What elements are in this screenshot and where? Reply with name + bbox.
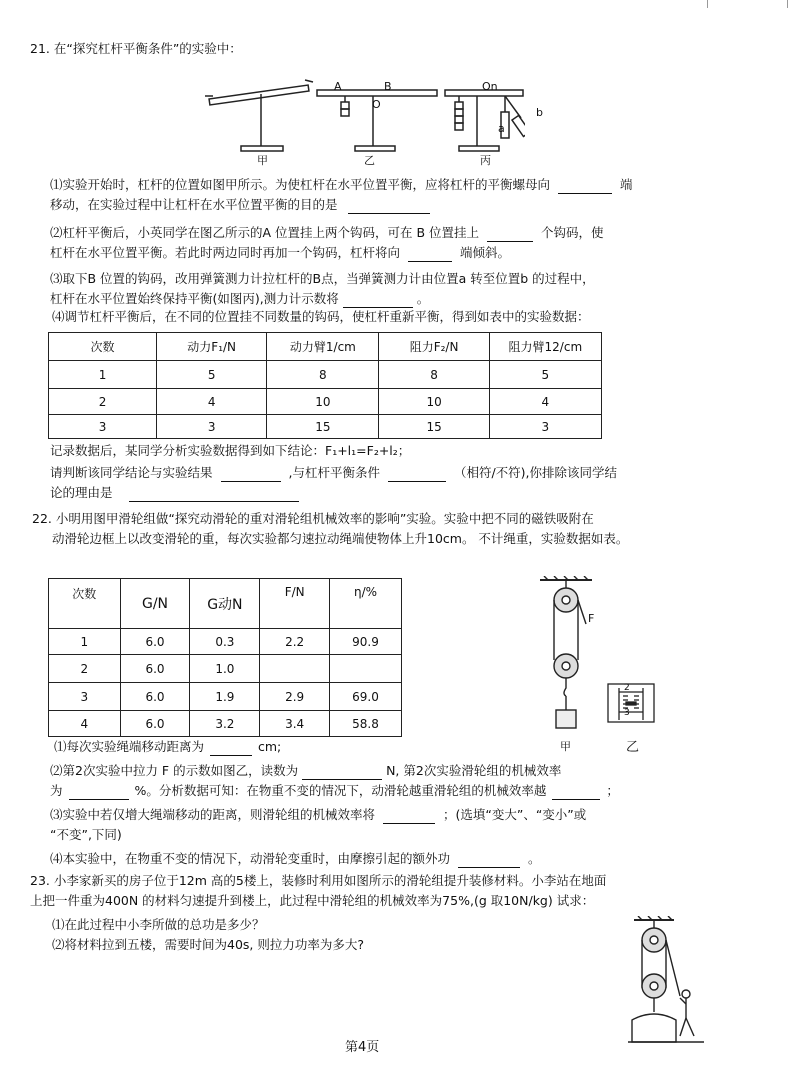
table-cell: 1 (49, 361, 157, 389)
q22-part3-line1: ⑶实验中若仅增大绳端移动的距离，则滑轮组的机械效率将 ；(选填“变大”、“变小”或 (50, 807, 587, 822)
table-cell: 5 (157, 361, 267, 389)
table-cell: 90.9 (330, 629, 402, 655)
table-cell: 3.2 (190, 711, 260, 737)
answer-blank[interactable] (552, 785, 600, 800)
table-header-cell: 阻力臂12/cm (489, 333, 601, 361)
q21-title: 21. 在“探究杠杆平衡条件”的实验中： (30, 41, 242, 56)
figure-jia-caption: 甲 (257, 154, 268, 167)
crop-mark (787, 0, 788, 8)
table-header-cell: 阻力F₂/N (379, 333, 489, 361)
answer-blank[interactable] (221, 467, 281, 482)
table-cell: 0.3 (190, 629, 260, 655)
pulley-block-figure (536, 576, 600, 736)
pulley-lifting-figure (624, 916, 708, 1044)
figure-bing-caption: 丙 (480, 154, 491, 167)
table-cell: 3 (157, 415, 267, 439)
point-b-label: B (384, 80, 392, 93)
answer-blank[interactable] (302, 765, 382, 780)
table-cell (330, 655, 402, 683)
table-header-cell: η/% (330, 579, 402, 629)
table-cell: 3 (49, 683, 121, 711)
table-cell: 15 (267, 415, 379, 439)
spring-scale-figure (606, 682, 656, 724)
table-header-row (49, 579, 402, 629)
table-header-cell: F/N (260, 579, 330, 629)
table-cell: 5 (489, 361, 601, 389)
q22-part4: ⑷本实验中，在物重不变的情况下，动滑轮变重时，由摩擦引起的额外功 。 (50, 851, 541, 866)
q21-part2-line2: 杠杆在水平位置平衡。若此时两边同时再加一个钩码，杠杆将向 端倾斜。 (50, 245, 510, 260)
table-cell: 1.9 (190, 683, 260, 711)
table-cell: 58.8 (330, 711, 402, 737)
table-cell: 3 (49, 415, 157, 439)
table-cell: 3.4 (260, 711, 330, 737)
table-header-cell: 次数 (49, 333, 157, 361)
point-o-label: O (372, 98, 381, 111)
q22-part2-line2: 为 %。分析数据可知：在物重不变的情况下，动滑轮越重滑轮组的机械效率越 ； (50, 783, 619, 798)
table-cell: 6.0 (120, 711, 190, 737)
q21-part4: ⑷调节杠杆平衡后，在不同的位置挂不同数量的钩码，使杠杆重新平衡，得到如表中的实验数据： (52, 309, 590, 324)
force-f-label: F (588, 612, 595, 625)
table-cell: 10 (267, 389, 379, 415)
table-row (49, 683, 402, 711)
figure-yi-caption: 乙 (626, 740, 640, 755)
table-cell: 4 (157, 389, 267, 415)
table-cell: 2 (49, 655, 121, 683)
table-cell: 4 (49, 711, 121, 737)
table-cell: 4 (489, 389, 601, 415)
table-header-cell: 次数 (49, 579, 121, 629)
table-row (49, 655, 402, 683)
table-cell: 69.0 (330, 683, 402, 711)
table-cell: 15 (379, 415, 489, 439)
q22-part3-line2: “不变”,下同) (50, 827, 122, 842)
crop-mark (707, 0, 708, 8)
table-row (49, 629, 402, 655)
table-cell: 3 (489, 415, 601, 439)
pulley-data-table (48, 578, 402, 737)
q21-judge-line: 请判断该同学结论与实验结果 ,与杠杆平衡条件 （相符/不符),你排除该同学结 (50, 465, 617, 480)
table-cell: 6.0 (120, 683, 190, 711)
answer-blank[interactable] (458, 853, 520, 868)
table-cell: 2.2 (260, 629, 330, 655)
q21-conclusion: 记录数据后，某同学分析实验数据得到如下结论：F₁+l₁=F₂+l₂； (50, 443, 411, 458)
answer-blank[interactable] (388, 467, 446, 482)
table-cell: 6.0 (120, 629, 190, 655)
answer-blank[interactable] (487, 227, 533, 242)
answer-blank[interactable] (348, 199, 430, 214)
position-a-label: a (498, 122, 505, 135)
table-cell: 10 (379, 389, 489, 415)
q22-part1: ⑴每次实验绳端移动距离为 cm; (54, 739, 282, 754)
lever-data-table (48, 332, 602, 439)
table-header-cell: 动力臂1/cm (267, 333, 379, 361)
q22-part2-line1: ⑵第2次实验中拉力 F 的示数如图乙，读数为 N, 第2次实验滑轮组的机械效率 (50, 763, 562, 778)
point-a-label: A (334, 80, 342, 93)
table-header-cell: 动力F₁/N (157, 333, 267, 361)
table-cell: 6.0 (120, 655, 190, 683)
table-cell (260, 655, 330, 683)
position-b-label: b (536, 106, 543, 119)
page-number: 第4页 (345, 1040, 380, 1055)
q21-part3-line1: ⑶取下B 位置的钩码，改用弹簧测力计拉杠杆的B点，当弹簧测力计由位置a 转至位置b 的过程中， (50, 271, 595, 286)
scale-mark-2: 2 (624, 683, 630, 693)
answer-blank[interactable] (210, 741, 252, 756)
table-row (49, 415, 602, 439)
q21-part2-line1: ⑵杠杆平衡后，小英同学在图乙所示的A 位置挂上两个钩码，可在 B 位置挂上 个钩码，使 (50, 225, 604, 240)
point-on-label: On (482, 80, 498, 93)
table-header-row (49, 333, 602, 361)
answer-blank[interactable] (383, 809, 435, 824)
answer-blank[interactable] (408, 247, 452, 262)
answer-blank[interactable] (558, 179, 612, 194)
q22-title-line2: 动滑轮边框上以改变滑轮的重，每次实验都匀速拉动绳端使物体上升10cm。 不计绳重，实验数据如表。 (52, 531, 629, 546)
table-row (49, 389, 602, 415)
q21-part1-line1: ⑴实验开始时，杠杆的位置如图甲所示。为使杠杆在水平位置平衡，应将杠杆的平衡螺母向 端 (50, 177, 633, 192)
q23-question2: ⑵将材料拉到五楼，需要时间为40s, 则拉力功率为多大? (52, 937, 365, 952)
table-row (49, 711, 402, 737)
q21-part3-line2: 杠杆在水平位置始终保持平衡(如图丙),测力计示数将 。 (50, 291, 430, 306)
table-cell: 1.0 (190, 655, 260, 683)
q23-line2: 上把一件重为400N 的材料匀速提升到楼上，此过程中滑轮组的机械效率为75%,(g 取10N/kg) 试求： (30, 893, 595, 908)
q23-line1: 23. 小李家新买的房子位于12m 高的5楼上，装修时利用如图所示的滑轮组提升装修材料。小李站在地面 (30, 873, 607, 888)
q23-question1: ⑴在此过程中小李所做的总功是多少？ (52, 917, 265, 932)
figure-jia-caption: 甲 (560, 740, 571, 753)
table-cell: 8 (379, 361, 489, 389)
table-row (49, 361, 602, 389)
table-cell: 1 (49, 629, 121, 655)
table-cell: 8 (267, 361, 379, 389)
q21-part1-line2: 移动，在实验过程中让杠杆在水平位置平衡的目的是 (50, 196, 430, 214)
figure-yi-caption: 乙 (364, 154, 375, 167)
scale-mark-3: 3 (624, 708, 630, 718)
answer-blank[interactable] (343, 293, 413, 308)
q21-reason-line: 论的理由是 (50, 484, 299, 502)
answer-blank[interactable] (69, 785, 129, 800)
table-header-cell: G动N (190, 579, 260, 629)
q22-title: 22. 小明用图甲滑轮组做“探究动滑轮的重对滑轮组机械效率的影响”实验。实验中把不同的磁铁吸附在 (32, 511, 594, 526)
answer-blank[interactable] (129, 487, 299, 502)
table-cell: 2 (49, 389, 157, 415)
table-cell: 2.9 (260, 683, 330, 711)
table-header-cell: G/N (120, 579, 190, 629)
